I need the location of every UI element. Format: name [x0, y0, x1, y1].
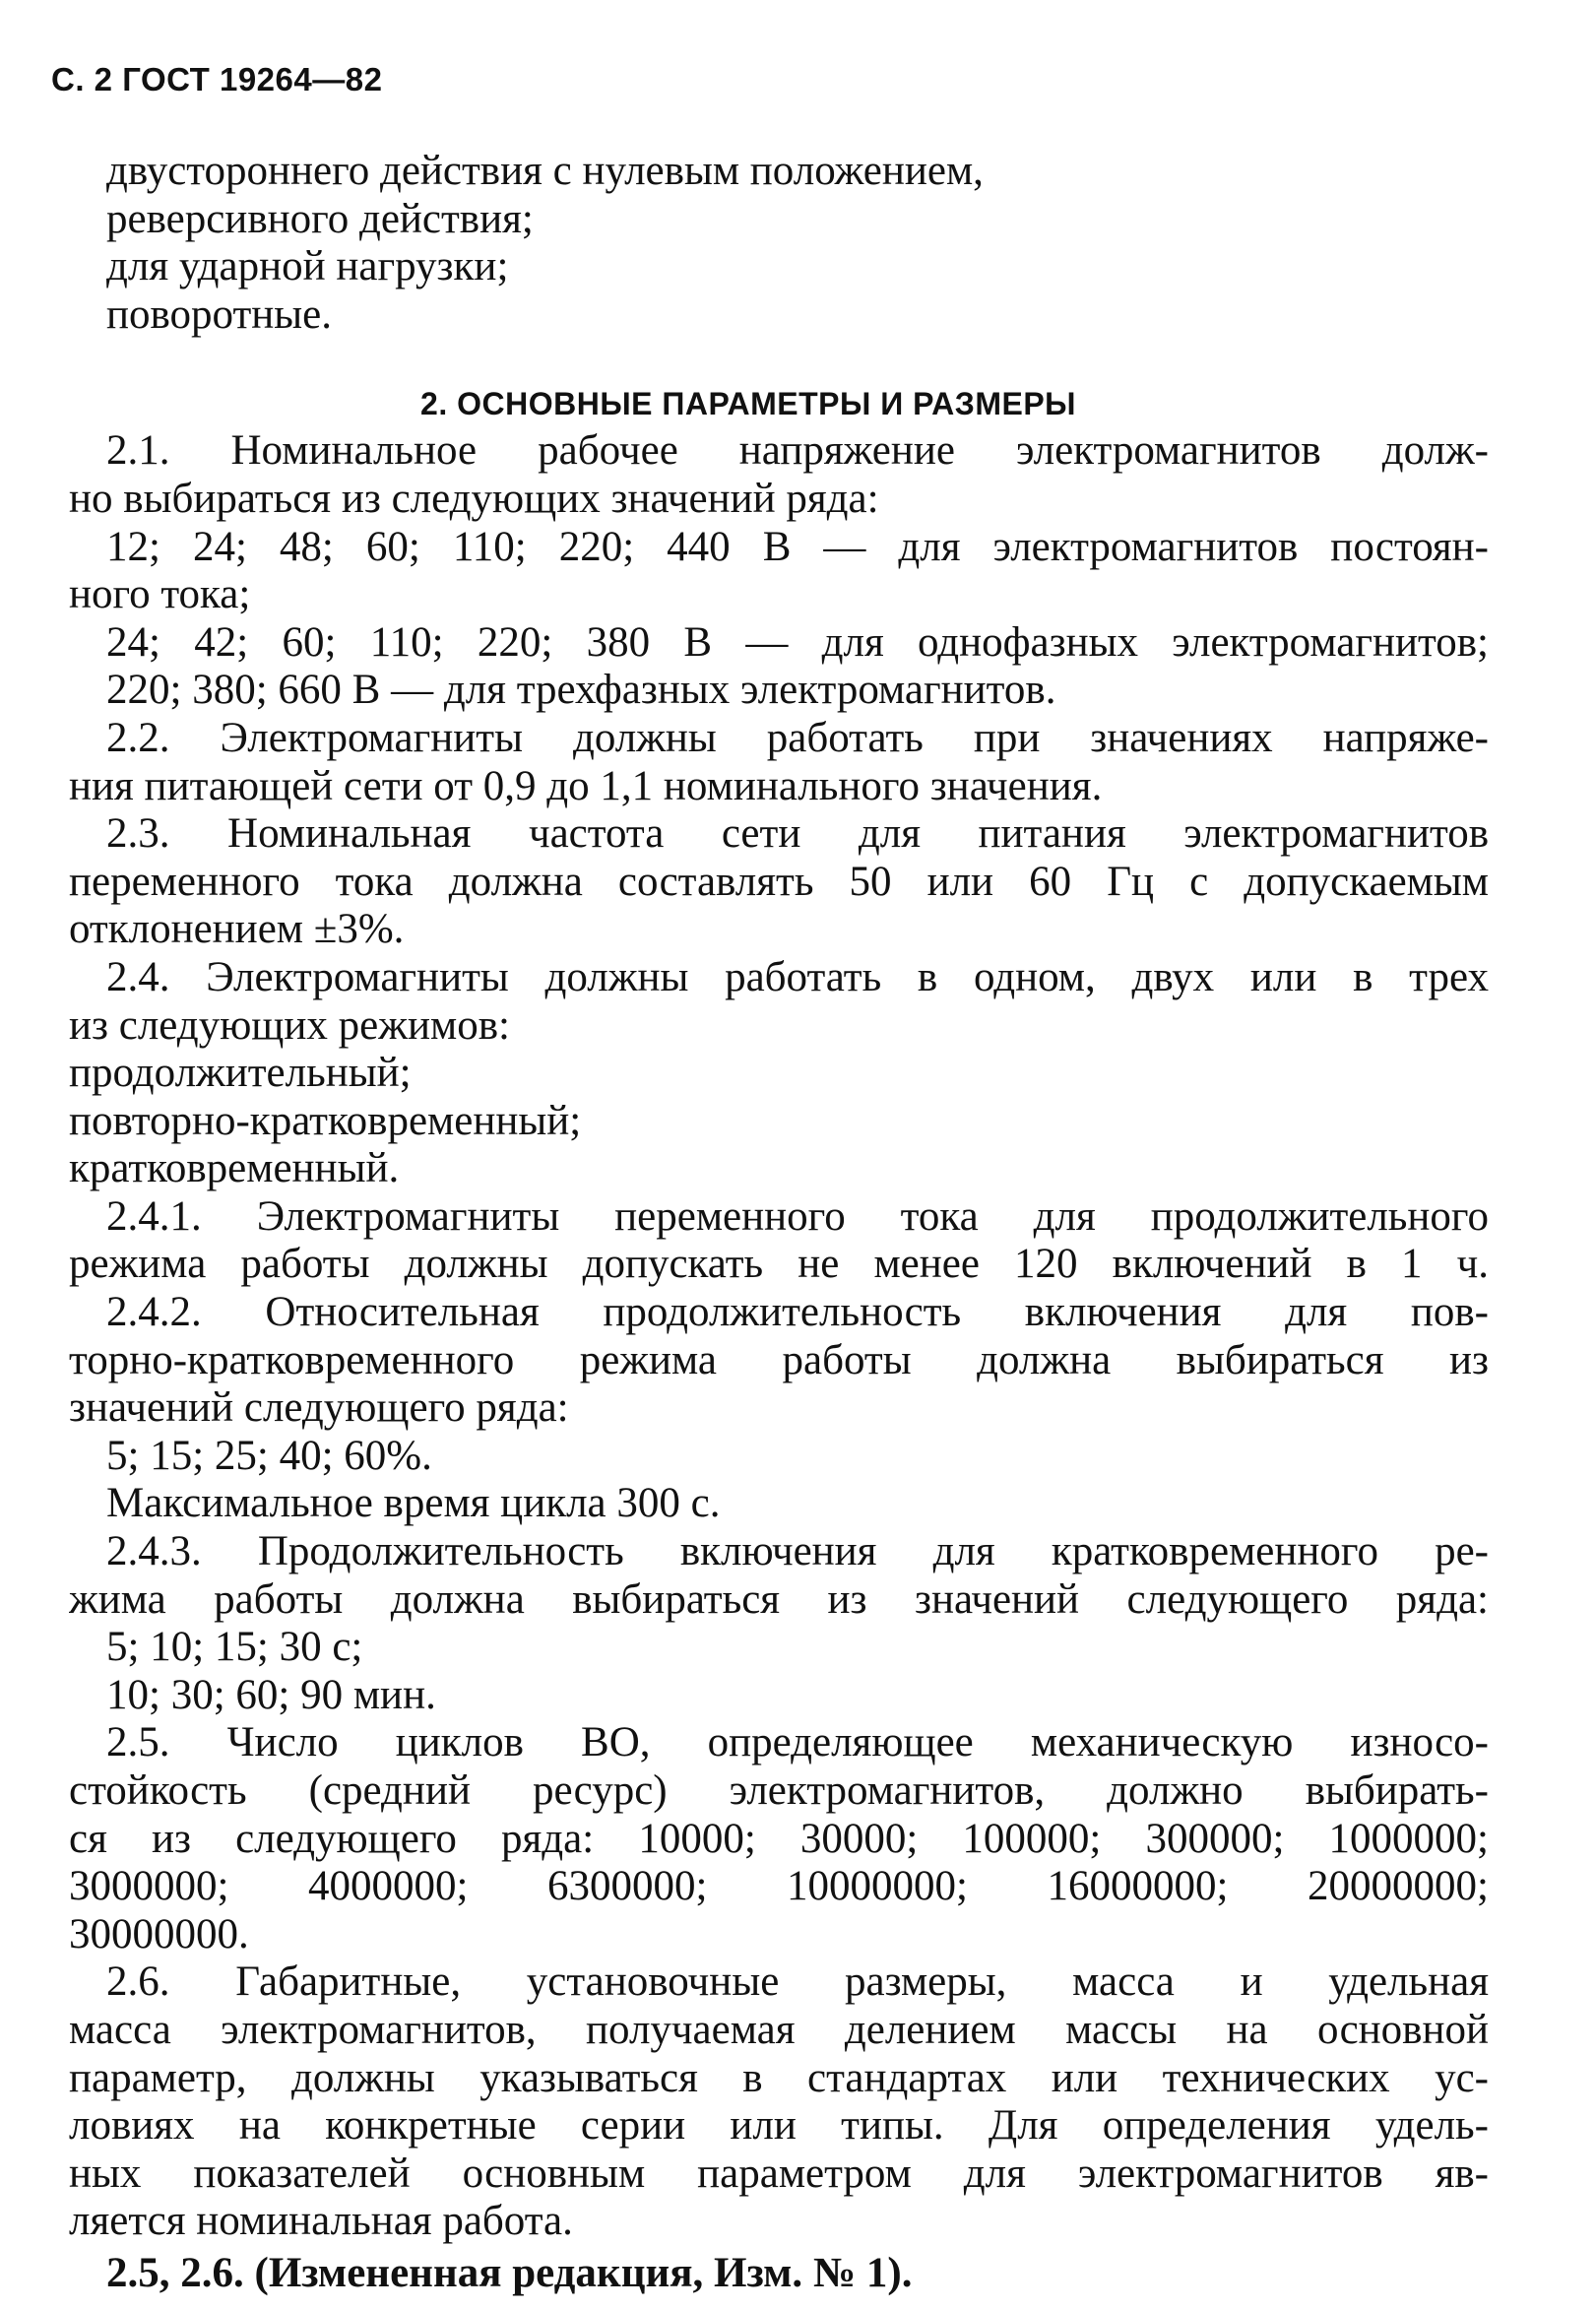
paragraph-line: но выбираться из следующих значений ряда:: [69, 475, 879, 522]
section-title: 2. ОСНОВНЫЕ ПАРАМЕТРЫ И РАЗМЕРЫ: [420, 386, 1076, 422]
paragraph-line: 2.5. Число циклов ВО, определяющее механическую износо-: [106, 1719, 1489, 1766]
paragraph-line: кратковременный.: [69, 1145, 400, 1192]
paragraph-line: ловиях на конкретные серии или типы. Для определения удель-: [69, 2102, 1489, 2150]
paragraph-line: 2.6. Габаритные, установочные размеры, масса и удельная: [106, 1958, 1489, 2006]
paragraph-line: значений следующего ряда:: [69, 1384, 569, 1432]
paragraph-line: повторно-кратковременный;: [69, 1097, 582, 1144]
paragraph-line: масса электромагнитов, получаемая делением массы на основной: [69, 2006, 1489, 2053]
paragraph-line: ляется номинальная работа.: [69, 2198, 573, 2245]
paragraph-line: 5; 10; 15; 30 с;: [106, 1624, 363, 1671]
paragraph-line: 2.4.3. Продолжительность включения для кратковременного ре-: [106, 1528, 1489, 1575]
paragraph-line: 10; 30; 60; 90 мин.: [106, 1671, 436, 1718]
intro-line: реверсивного действия;: [106, 195, 534, 242]
paragraph-line: ся из следующего ряда: 10000; 30000; 100000; 300000; 1000000;: [69, 1815, 1489, 1862]
paragraph-line: 2.4. Электромагниты должны работать в одном, двух или в трех: [106, 953, 1489, 1000]
paragraph-line: 30000000.: [69, 1910, 249, 1957]
paragraph-line: 5; 15; 25; 40; 60%.: [106, 1432, 432, 1479]
intro-line: для ударной нагрузки;: [106, 243, 509, 290]
page-header: С. 2 ГОСТ 19264—82: [51, 61, 383, 97]
paragraph-line: стойкость (средний ресурс) электромагнитов, должно выбирать-: [69, 1767, 1489, 1814]
paragraph-line: продолжительный;: [69, 1050, 412, 1097]
paragraph-line: режима работы должны допускать не менее 120 включений в 1 ч.: [69, 1241, 1489, 1288]
paragraph-line: ных показателей основным параметром для электромагнитов яв-: [69, 2150, 1489, 2197]
intro-line: двустороннего действия с нулевым положением,: [106, 148, 984, 194]
page-content: [69, 148, 1489, 2298]
paragraph-line: ного тока;: [69, 571, 251, 618]
paragraph-line: 12; 24; 48; 60; 110; 220; 440 В — для электромагнитов постоян-: [106, 523, 1489, 570]
paragraph-line: 2.3. Номинальная частота сети для питания электромагнитов: [106, 810, 1489, 858]
paragraph-line: 2.2. Электромагниты должны работать при значениях напряже-: [106, 714, 1489, 761]
paragraph-line: 3000000; 4000000; 6300000; 10000000; 16000000; 20000000;: [69, 1863, 1489, 1910]
paragraph-line: из следующих режимов:: [69, 1001, 510, 1049]
paragraph-line: отклонением ±3%.: [69, 906, 405, 953]
paragraph-line: 220; 380; 660 В — для трехфазных электромагнитов.: [106, 667, 1056, 714]
paragraph-line: торно-кратковременного режима работы должна выбираться из: [69, 1336, 1489, 1383]
paragraph-line: 2.4.1. Электромагниты переменного тока для продолжительного: [106, 1192, 1489, 1240]
intro-line: поворотные.: [106, 290, 332, 338]
paragraph-line: 24; 42; 60; 110; 220; 380 В — для однофазных электромагнитов;: [106, 618, 1489, 666]
paragraph-line: Максимальное время цикла 300 с.: [106, 1480, 721, 1527]
paragraph-line: 2.1. Номинальное рабочее напряжение электромагнитов долж-: [106, 427, 1489, 475]
paragraph-line: ния питающей сети от 0,9 до 1,1 номинального значения.: [69, 762, 1103, 809]
paragraph-line: жима работы должна выбираться из значений следующего ряда:: [69, 1575, 1489, 1623]
amendment-note: 2.5, 2.6. (Измененная редакция, Изм. № 1).: [106, 2249, 913, 2296]
paragraph-line: 2.4.2. Относительная продолжительность включения для пов-: [106, 1289, 1489, 1336]
paragraph-line: переменного тока должна составлять 50 или 60 Гц с допускаемым: [69, 858, 1489, 905]
paragraph-line: параметр, должны указываться в стандартах или технических ус-: [69, 2054, 1489, 2101]
